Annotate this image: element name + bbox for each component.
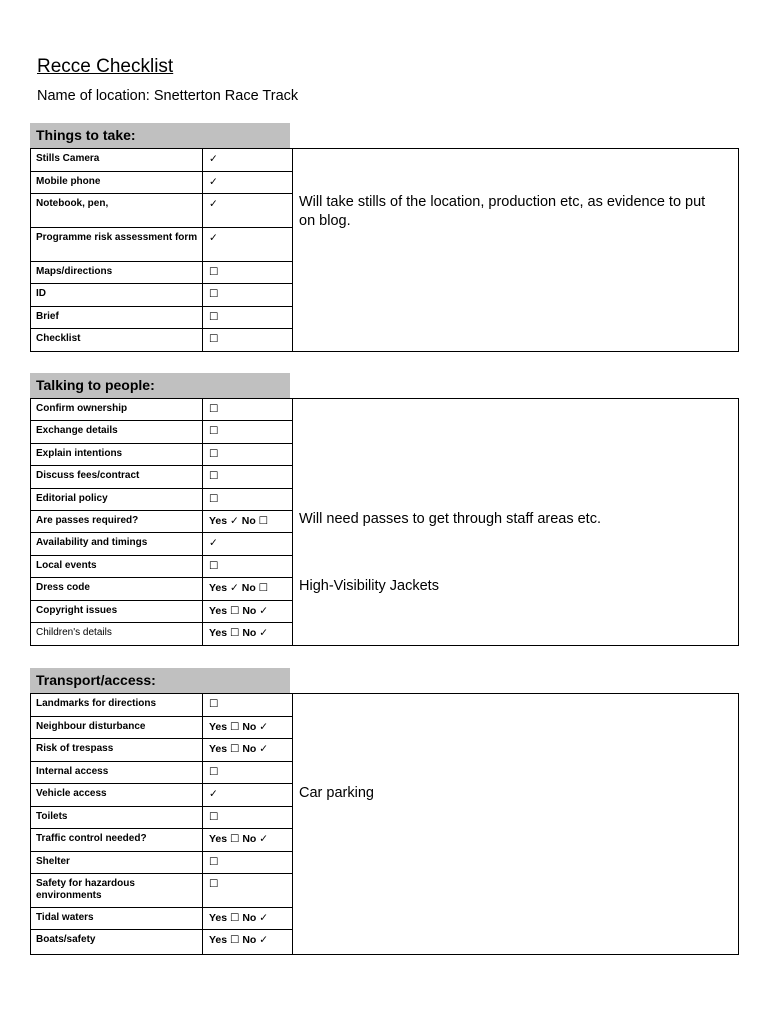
item-status[interactable]: Yes ☐ No ✓	[203, 739, 293, 762]
item-status[interactable]: ☐	[203, 694, 293, 717]
note-text: Will need passes to get through staff areas etc.	[299, 511, 601, 527]
section-things-to-take	[30, 123, 739, 352]
item-status[interactable]: Yes ☐ No ✓	[203, 930, 293, 954]
item-label: Toilets	[31, 807, 203, 829]
section-talking-to-people	[30, 373, 739, 646]
checklist-table	[30, 693, 739, 955]
item-status[interactable]: Yes ✓ No ☐	[203, 578, 293, 600]
section-header: Transport/access:	[30, 668, 290, 693]
item-label: Landmarks for directions	[31, 694, 203, 717]
item-status[interactable]: ✓	[203, 228, 293, 262]
section-header: Talking to people:	[30, 373, 290, 398]
item-status[interactable]: ✓	[203, 533, 293, 555]
item-label: Discuss fees/contract	[31, 466, 203, 488]
item-label: ID	[31, 284, 203, 307]
item-label: Mobile phone	[31, 172, 203, 194]
item-status[interactable]: ☐	[203, 307, 293, 329]
item-label: Safety for hazardous environments	[31, 874, 203, 908]
item-label: Vehicle access	[31, 784, 203, 807]
item-label: Brief	[31, 307, 203, 329]
notes-cell	[293, 399, 740, 645]
item-label: Explain intentions	[31, 444, 203, 466]
item-label: Local events	[31, 556, 203, 578]
item-label: Tidal waters	[31, 908, 203, 930]
item-status[interactable]: ✓	[203, 149, 293, 172]
item-label: Exchange details	[31, 421, 203, 443]
item-label: Copyright issues	[31, 601, 203, 623]
item-status[interactable]: ☐	[203, 556, 293, 578]
note-text: Will take stills of the location, production etc, as evidence to put on blog.	[299, 194, 706, 229]
section-header: Things to take:	[30, 123, 290, 148]
location-line: Name of location: Snetterton Race Track	[37, 88, 299, 104]
item-label: Notebook, pen,	[31, 194, 203, 228]
item-label: Neighbour disturbance	[31, 717, 203, 739]
item-status[interactable]: ☐	[203, 489, 293, 511]
item-status[interactable]: ✓	[203, 194, 293, 228]
item-status[interactable]: Yes ✓ No ☐	[203, 511, 293, 533]
item-label: Traffic control needed?	[31, 829, 203, 852]
item-status[interactable]: ✓	[203, 784, 293, 807]
item-label: Risk of trespass	[31, 739, 203, 762]
item-label: Dress code	[31, 578, 203, 600]
item-label: Children's details	[31, 623, 203, 645]
item-status[interactable]: ✓	[203, 172, 293, 194]
item-status[interactable]: ☐	[203, 329, 293, 351]
item-status[interactable]: Yes ☐ No ✓	[203, 623, 293, 645]
page-title: Recce Checklist	[37, 56, 174, 77]
item-status[interactable]: ☐	[203, 444, 293, 466]
section-transport-access	[30, 668, 739, 955]
item-label: Confirm ownership	[31, 399, 203, 421]
item-status[interactable]: ☐	[203, 421, 293, 443]
item-status[interactable]: ☐	[203, 874, 293, 908]
item-status[interactable]: Yes ☐ No ✓	[203, 601, 293, 623]
item-label: Internal access	[31, 762, 203, 784]
item-status[interactable]: ☐	[203, 852, 293, 874]
item-status[interactable]: Yes ☐ No ✓	[203, 829, 293, 852]
checklist-table	[30, 398, 739, 646]
notes-cell	[293, 149, 740, 351]
item-status[interactable]: ☐	[203, 399, 293, 421]
item-status[interactable]: ☐	[203, 807, 293, 829]
item-label: Stills Camera	[31, 149, 203, 172]
item-label: Maps/directions	[31, 262, 203, 284]
note-text: High-Visibility Jackets	[299, 578, 439, 594]
item-status[interactable]: ☐	[203, 466, 293, 488]
item-label: Are passes required?	[31, 511, 203, 533]
notes-cell	[293, 694, 740, 954]
item-status[interactable]: Yes ☐ No ✓	[203, 908, 293, 930]
item-status[interactable]: ☐	[203, 762, 293, 784]
item-label: Availability and timings	[31, 533, 203, 555]
item-label: Programme risk assessment form	[31, 228, 203, 262]
item-label: Shelter	[31, 852, 203, 874]
item-status[interactable]: ☐	[203, 284, 293, 307]
item-label: Boats/safety	[31, 930, 203, 954]
note-text: Car parking	[299, 785, 374, 801]
item-status[interactable]: Yes ☐ No ✓	[203, 717, 293, 739]
item-label: Editorial policy	[31, 489, 203, 511]
checklist-table	[30, 148, 739, 352]
item-status[interactable]: ☐	[203, 262, 293, 284]
item-label: Checklist	[31, 329, 203, 351]
